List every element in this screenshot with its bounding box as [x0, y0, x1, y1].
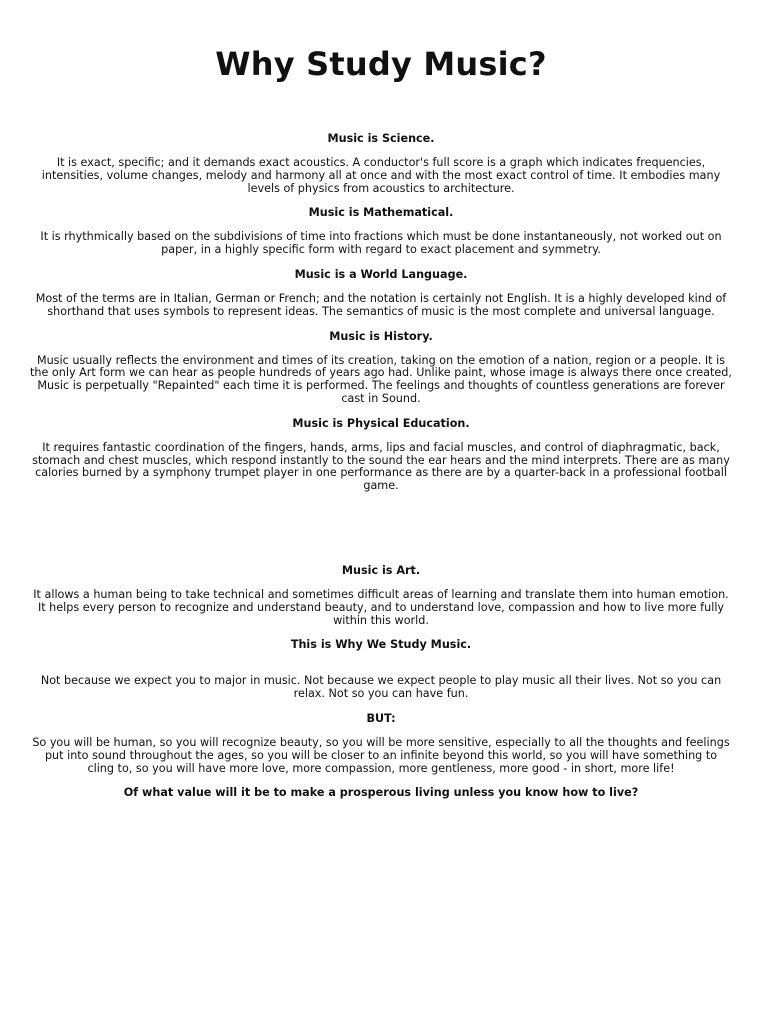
section-heading: Music is Art. — [341, 563, 421, 577]
section-heading: BUT: — [366, 711, 396, 725]
section-why-we-study — [30, 637, 732, 701]
section-heading: This is Why We Study Music. — [290, 638, 472, 652]
section-physical-education — [30, 416, 732, 493]
section-heading: Music is Mathematical. — [308, 206, 454, 220]
section-body: So you will be human, so you will recognize beauty, so you will be more sensitive, especially to all the thoughts and feelings put into sound throughout the ages, so you will be closer to an infinite beyond this world, so you will have something to cling to, so you will have more love, more compassion, more gentleness, more good - in short, more life! — [32, 735, 730, 775]
section-mathematical — [30, 205, 732, 257]
section-body: Most of the terms are in Italian, German or French; and the notation is certainly not English. It is a highly developed kind of shorthand that uses symbols to represent ideas. The semantics of music is the most complete and universal language. — [35, 291, 727, 318]
section-body: It requires fantastic coordination of the fingers, hands, arms, lips and facial muscles, and control of diaphragmatic, back, stomach and chest muscles, which respond instantly to the sound the ear hears and the mind interprets. There are as many calories burned by a symphony trumpet player in one performance as there are by a quarter-back in a professional football game. — [32, 440, 730, 493]
sections-container — [30, 131, 732, 801]
section-world-language — [30, 267, 732, 319]
section-body: It is exact, specific; and it demands exact acoustics. A conductor's full score is a graph which indicates frequencies, intensities, volume changes, melody and harmony all at once and with the most exact control of time. It embodies many levels of physics from acoustics to architecture. — [41, 156, 721, 195]
section-spacer — [30, 503, 732, 563]
closing-section — [30, 785, 732, 801]
section-science — [30, 131, 732, 195]
section-heading: Music is Physical Education. — [292, 416, 470, 430]
closing-question: Of what value will it be to make a prosperous living unless you know how to live? — [123, 786, 639, 800]
section-body: Not because we expect you to major in music. Not because we expect people to play music all their lives. Not so you can relax. Not so you can have fun. — [40, 674, 722, 701]
section-heading: Music is a World Language. — [294, 267, 468, 281]
section-body: It allows a human being to take technical and sometimes difficult areas of learning and translate them into human emotion. It helps every person to recognize and understand beauty, and to understand love, compassion and how to live more fully within this world. — [33, 587, 729, 627]
section-body: It is rhythmically based on the subdivisions of time into fractions which must be done instantaneously, not worked out on paper, in a highly specific form with regard to exact placement and symmetry. — [40, 230, 722, 257]
section-art — [30, 563, 732, 627]
page-title: Why Study Music? — [215, 45, 547, 83]
section-but — [30, 711, 732, 775]
section-heading: Music is History. — [329, 329, 433, 343]
section-heading: Music is Science. — [327, 132, 435, 145]
section-history — [30, 329, 732, 406]
section-body: Music usually reflects the environment and times of its creation, taking on the emotion of a nation, region or a people. It is the only Art form we can hear as people hundreds of years ago had. Unlike paint, whose image is always there once created, Music is perpetually "Repainted" each time it is performed. The feelings and thoughts of countless generations are forever cast in Sound. — [30, 353, 732, 405]
